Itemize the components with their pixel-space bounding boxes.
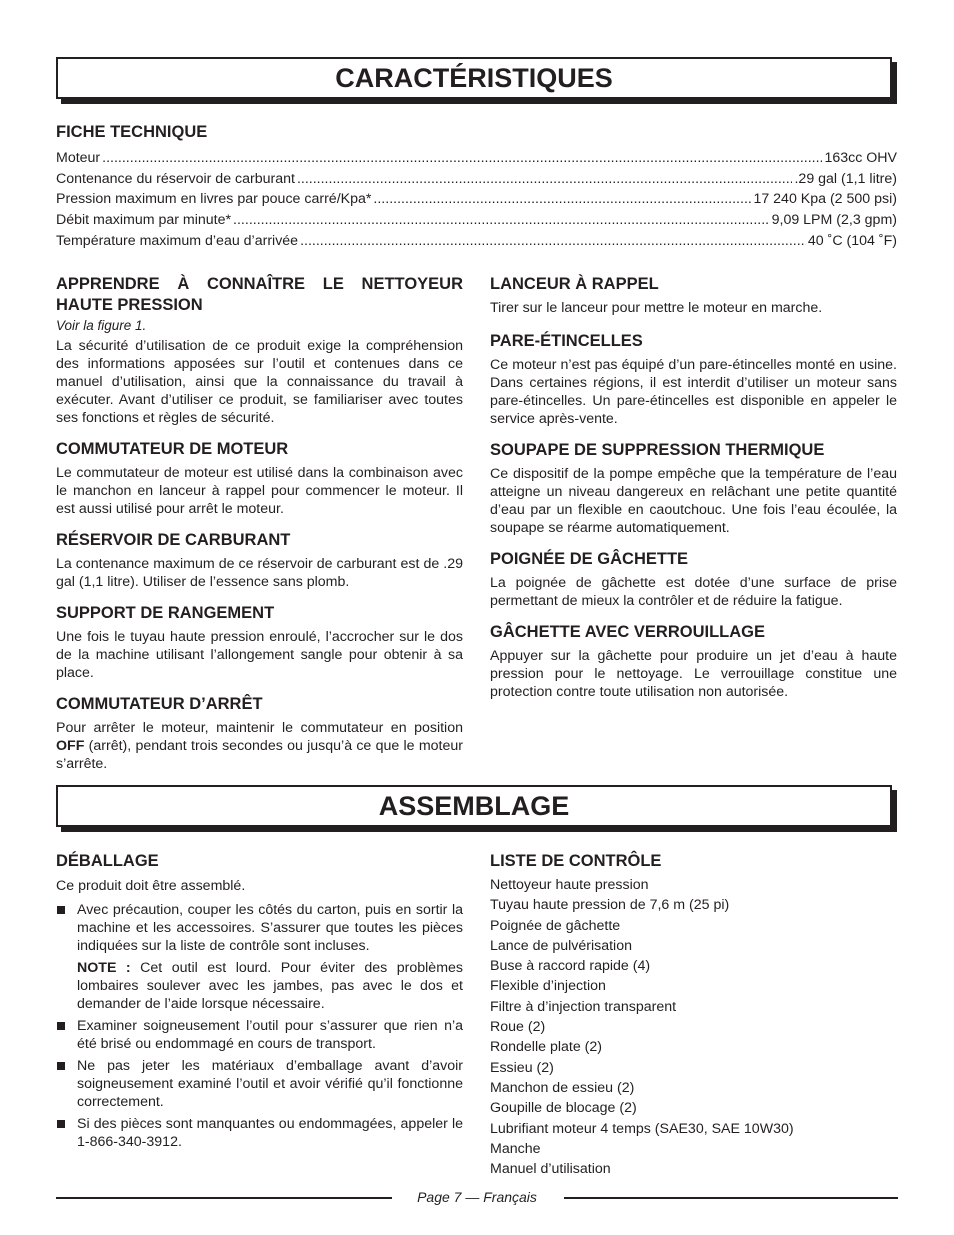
section-intro: Ce produit doit être assemblé. xyxy=(56,878,246,894)
list-item: Ne pas jeter les matériaux d’emballage avant d’avoir soigneusement examiné l’outil et avoir vérifié qu’il fonctionne correctement. xyxy=(56,1057,463,1111)
dot-leader xyxy=(297,169,793,190)
spec-row xyxy=(56,231,897,252)
section-learn xyxy=(56,274,463,427)
footer-rule-left xyxy=(56,1197,392,1199)
list-item: Manchon de essieu (2) xyxy=(490,1079,635,1096)
section-thermal-relief xyxy=(490,440,897,537)
section-engine-switch xyxy=(56,439,463,518)
section-banner-characteristics xyxy=(56,57,892,99)
section-body: Appuyer sur la gâchette pour produire un jet d’eau à haute pression pour le nettoyage. Le verrouillage constitue une protection contre toute utilisation non autorisée. xyxy=(490,648,897,700)
spec-row xyxy=(56,189,897,210)
list-item: Manuel d’utilisation xyxy=(490,1161,611,1178)
list-item: Si des pièces sont manquantes ou endommagées, appeler le 1-866-340-3912. xyxy=(56,1115,463,1151)
section-spark-arrestor xyxy=(490,331,897,428)
spec-label: Contenance du réservoir de carburant xyxy=(56,170,295,187)
section-body: Ce dispositif de la pompe empêche que la température de l’eau atteigne un niveau dangereux en relâchant une petite quantité d’eau par un flexible en caoutchouc. Une fois l’eau écoulée, la soupape se réarme automatiquement. xyxy=(490,466,897,536)
list-item: Buse à raccord rapide (4) xyxy=(490,958,651,975)
right-column xyxy=(490,274,897,713)
spec-label: Débit maximum par minute* xyxy=(56,212,232,229)
section-trigger-handle xyxy=(490,549,897,610)
section-title: SUPPORT DE RANGEMENT xyxy=(56,604,275,622)
section-fuel-tank xyxy=(56,530,463,591)
spec-value: 17 240 Kpa (2 500 psi) xyxy=(753,191,897,208)
spec-value: 40 ˚C (104 ˚F) xyxy=(807,232,897,249)
list-item: Roue (2) xyxy=(490,1019,546,1036)
list-item: Tuyau haute pression de 7,6 m (25 pi) xyxy=(490,897,730,914)
spec-row xyxy=(56,169,897,190)
section-title: COMMUTATEUR D’ARRÊT xyxy=(56,695,263,713)
list-item: Examiner soigneusement l’outil pour s’assurer que rien n’a été brisé ou endommagé en cours de transport. xyxy=(56,1017,463,1053)
section-title: COMMUTATEUR DE MOTEUR xyxy=(56,440,289,458)
list-item: Goupille de blocage (2) xyxy=(490,1100,637,1117)
section-heading: ASSEMBLAGE xyxy=(378,791,570,821)
dot-leader xyxy=(300,231,806,252)
list-item: Poignée de gâchette xyxy=(490,917,621,934)
unpacking-steps-continued xyxy=(56,1017,463,1151)
section-body: Tirer sur le lanceur pour mettre le moteur en marche. xyxy=(490,300,823,316)
list-item: Avec précaution, couper les côtés du carton, puis en sortir la machine et les accessoires. S’assurer que toutes les pièces indiquées sur la liste de contrôle sont incluses. xyxy=(56,901,463,955)
page-footer xyxy=(56,1183,898,1213)
section-body: La sécurité d’utilisation de ce produit exige la compréhension des informations apposées sur l’outil et contenues dans ce manuel d’utilisation, ainsi que la connaissance du travail à exécuter. Avant d’utiliser ce produit, se familiariser avec toutes ses fonctions et règles de sécurité. xyxy=(56,338,463,426)
spec-row xyxy=(56,148,897,169)
spec-label: Température maximum d’eau d’arrivée xyxy=(56,232,299,249)
section-title: RÉSERVOIR DE CARBURANT xyxy=(56,531,291,549)
list-item: Nettoyeur haute pression xyxy=(490,877,649,893)
section-title: LISTE DE CONTRÔLE xyxy=(490,852,662,870)
spec-row xyxy=(56,210,897,231)
section-title: POIGNÉE DE GÂCHETTE xyxy=(490,550,689,568)
spec-value: 9,09 LPM (2,3 gpm) xyxy=(771,212,897,229)
spec-label: Moteur xyxy=(56,150,101,166)
section-recoil-starter xyxy=(490,274,897,317)
section-title: DÉBALLAGE xyxy=(56,852,159,870)
dot-leader xyxy=(102,148,822,169)
footer-rule-right xyxy=(564,1197,898,1199)
dot-leader xyxy=(233,210,770,231)
section-body: La contenance maximum de ce réservoir de carburant est de .29 gal (1,1 litre). Utiliser de l’essence sans plomb. xyxy=(56,556,463,590)
list-item: Manche xyxy=(490,1140,541,1157)
spec-value: .29 gal (1,1 litre) xyxy=(794,170,897,187)
section-title: GÂCHETTE AVEC VERROUILLAGE xyxy=(490,623,766,641)
spec-sheet-title: FICHE TECHNIQUE xyxy=(56,123,208,141)
figure-reference: Voir la figure 1. xyxy=(56,318,147,333)
list-item: Lubrifiant moteur 4 temps (SAE30, SAE 10W30) xyxy=(490,1120,794,1137)
list-item: Rondelle plate (2) xyxy=(490,1039,602,1056)
left-column xyxy=(56,274,463,785)
unpacking-section xyxy=(56,851,463,1155)
list-item: Filtre à d’injection transparent xyxy=(490,998,677,1015)
note-label: NOTE : xyxy=(77,960,131,976)
section-storage xyxy=(56,603,463,682)
section-body: Une fois le tuyau haute pression enroulé, l’accrocher sur le dos de la machine utilisant l’allongement sangle pour obtenir à sa place. xyxy=(56,629,463,681)
page-title: CARACTÉRISTIQUES xyxy=(335,63,613,93)
section-title: APPRENDRE À CONNAÎTRE LE NETTOYEUR HAUTE PRESSION xyxy=(56,275,463,314)
section-title: SOUPAPE DE SUPPRESSION THERMIQUE xyxy=(490,441,825,459)
list-item: Lance de pulvérisation xyxy=(490,937,632,954)
section-title: LANCEUR À RAPPEL xyxy=(490,275,659,293)
spec-value: 163cc OHV xyxy=(824,150,897,166)
section-banner-assembly xyxy=(56,785,892,827)
spec-sheet xyxy=(56,122,897,252)
section-trigger-lock xyxy=(490,622,897,701)
dot-leader xyxy=(373,189,751,210)
checklist-section xyxy=(490,851,897,1179)
unpacking-steps xyxy=(56,901,463,955)
section-title: PARE-ÉTINCELLES xyxy=(490,332,643,350)
section-body: La poignée de gâchette est dotée d’une surface de prise permettant de mieux la contrôler et de réduire la fatigue. xyxy=(490,575,897,609)
off-keyword: OFF xyxy=(56,738,85,754)
section-body: Le commutateur de moteur est utilisé dans la combinaison avec le manchon en lanceur à rappel pour commencer le moteur. Il est aussi utilisé pour arrêt le moteur. xyxy=(56,465,463,517)
page-number: Page 7 — Français xyxy=(417,1189,537,1205)
note: NOTE : Cet outil est lourd. Pour éviter des problèmes lombaires soulever avec les jambes, pas avec le dos et demander de l’aide lorsque nécessaire. xyxy=(77,960,464,1012)
section-stop-switch xyxy=(56,694,463,773)
spec-label: Pression maximum en livres par pouce carré/Kpa* xyxy=(56,191,372,208)
list-item: Flexible d’injection xyxy=(490,978,606,995)
section-body: Ce moteur n’est pas équipé d’un pare-étincelles monté en usine. Dans certaines régions, il est interdit d’utiliser un moteur sans pare-étincelles. Un pare-étincelles est disponible en appeler le service après-vente. xyxy=(490,357,897,427)
section-body: Pour arrêter le moteur, maintenir le commutateur en position OFF (arrêt), pendant trois secondes ou jusqu’à ce que le moteur s’arrête. xyxy=(56,720,463,772)
list-item: Essieu (2) xyxy=(490,1059,554,1076)
